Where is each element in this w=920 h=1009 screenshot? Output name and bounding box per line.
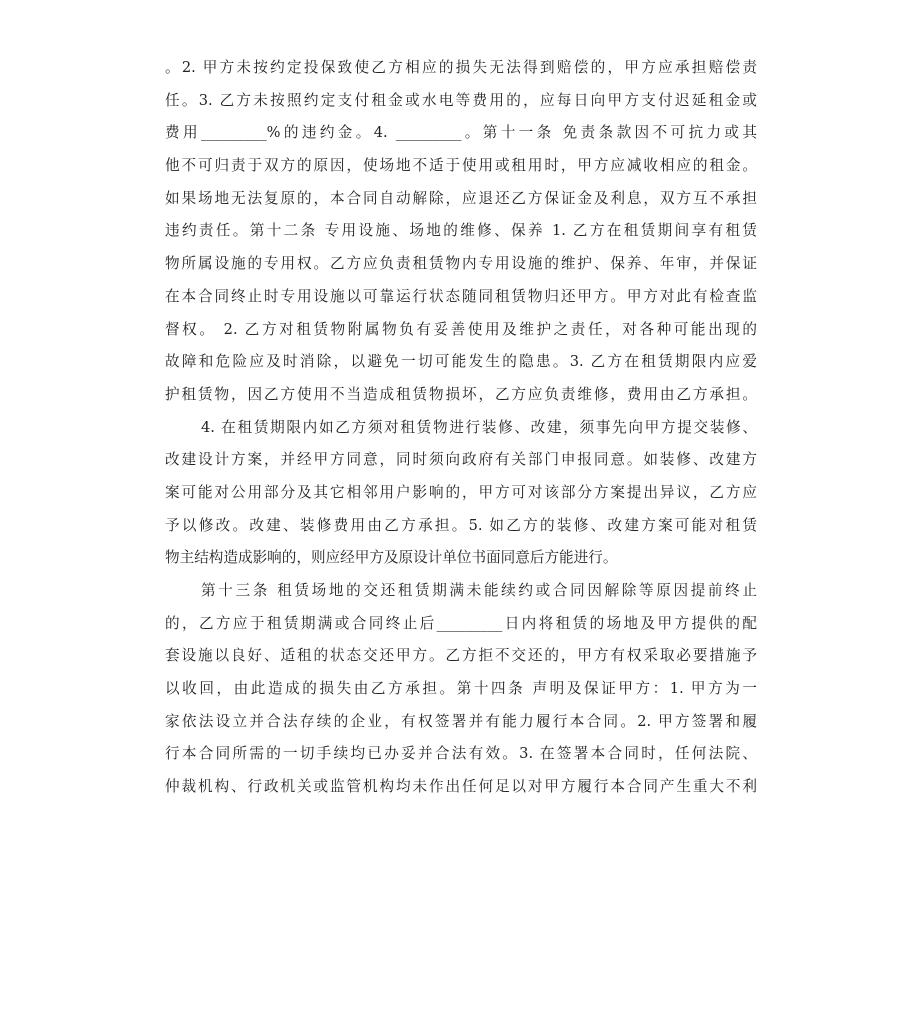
- text-line: 4. 在租赁期限内如乙方须对租赁物进行装修、改建，须事先向甲方提交装修、: [201, 418, 757, 436]
- text-line: 以收回，由此造成的损失由乙方承担。第十四条 声明及保证甲方：1. 甲方为一: [165, 680, 757, 698]
- text-line: 套设施以良好、适租的状态交还甲方。乙方拒不交还的，甲方有权采取必要措施予: [165, 647, 757, 665]
- text-line: 如果场地无法复原的，本合同自动解除，应退还乙方保证金及利息，双方互不承担: [165, 189, 757, 207]
- text-line: 行本合同所需的一切手续均已办妥并合法有效。3. 在签署本合同时，任何法院、: [165, 745, 757, 763]
- text-line: 故障和危险应及时消除，以避免一切可能发生的隐患。3. 乙方在租赁期限内应爱: [165, 353, 757, 371]
- text-line: 护租赁物，因乙方使用不当造成租赁物损坏，乙方应负责维修，费用由乙方承担。: [165, 385, 757, 403]
- text-line: 的，乙方应于租赁期满或合同终止后_________日内将租赁的场地及甲方提供的配: [165, 614, 757, 632]
- text-line: 物主结构造成影响的，则应经甲方及原设计单位书面同意后方能进行。: [165, 549, 618, 567]
- text-line: 予以修改。改建、装修费用由乙方承担。5. 如乙方的装修、改建方案可能对租赁: [165, 516, 757, 534]
- text-line: 违约责任。第十二条 专用设施、场地的维修、保养 1. 乙方在租赁期间享有租赁: [165, 222, 757, 240]
- text-line: 任。3. 乙方未按照约定支付租金或水电等费用的，应每日向甲方支付迟延租金或: [165, 91, 757, 109]
- text-line: 案可能对公用部分及其它相邻用户影响的，甲方可对该部分方案提出异议，乙方应: [165, 483, 757, 501]
- text-line: 费用_________%的违约金。4. _________。第十一条 免责条款因不可抗力或其: [165, 124, 757, 142]
- text-line: 第十三条 租赁场地的交还租赁期满未能续约或合同因解除等原因提前终止: [201, 582, 757, 599]
- text-line: 他不可归责于双方的原因，使场地不适于使用或租用时，甲方应减收相应的租金。: [165, 157, 757, 175]
- text-line: 仲裁机构、行政机关或监管机构均未作出任何足以对甲方履行本合同产生重大不利: [165, 778, 757, 796]
- text-line: 改建设计方案，并经甲方同意，同时须向政府有关部门申报同意。如装修、改建方: [165, 451, 757, 469]
- text-line: 在本合同终止时专用设施以可靠运行状态随同租赁物归还甲方。甲方对此有检查监: [165, 287, 757, 305]
- document-body: [165, 52, 757, 804]
- text-line: 。2. 甲方未按约定投保致使乙方相应的损失无法得到赔偿的，甲方应承担赔偿责: [165, 59, 757, 76]
- text-line: 家依法设立并合法存续的企业，有权签署并有能力履行本合同。2. 甲方签署和履: [165, 712, 757, 730]
- text-line: 物所属设施的专用权。乙方应负责租赁物内专用设施的维护、保养、年审，并保证: [165, 255, 757, 273]
- text-line: 督权。 2. 乙方对租赁物附属物负有妥善使用及维护之责任，对各种可能出现的: [165, 320, 757, 338]
